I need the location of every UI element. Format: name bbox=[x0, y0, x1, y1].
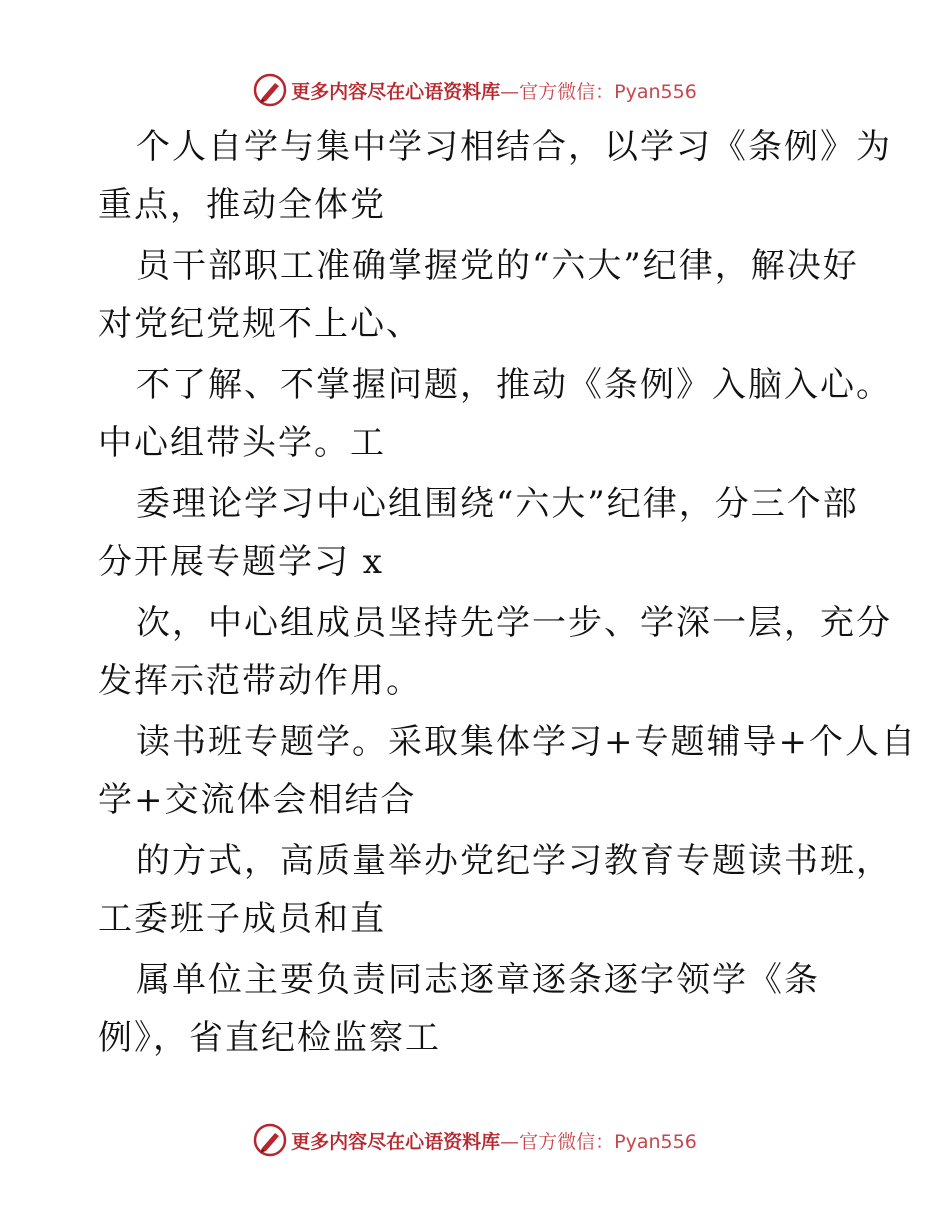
body-line: 次，中心组成员坚持先学一步、学深一层，充分 bbox=[136, 603, 892, 643]
body-line: 例》，省直纪检监察工 bbox=[98, 1018, 441, 1058]
body-line: 重点，推动全体党 bbox=[98, 185, 386, 225]
header-contact-text: —官方微信：Pyan556 bbox=[500, 80, 697, 103]
body-line: 委理论学习中心组围绕“六大”纪律，分三个部 bbox=[136, 484, 859, 524]
body-line: 属单位主要负责同志逐章逐条逐字领学《条 bbox=[136, 960, 820, 1000]
body-line: 中心组带头学。工 bbox=[98, 423, 386, 463]
body-line: 发挥示范带动作用。 bbox=[98, 661, 422, 701]
body-line: 对党纪党规不上心、 bbox=[98, 304, 422, 344]
body-line: 读书班专题学。采取集体学习+专题辅导+个人自 bbox=[136, 722, 917, 762]
body-line: 的方式，高质量举办党纪学习教育专题读书班， bbox=[136, 841, 892, 881]
body-line: 员干部职工准确掌握党的“六大”纪律，解决好 bbox=[136, 246, 859, 286]
pen-logo-icon bbox=[253, 1123, 287, 1157]
footer-contact-text: —官方微信：Pyan556 bbox=[500, 1130, 697, 1153]
footer-watermark bbox=[0, 1120, 950, 1160]
body-line: 个人自学与集中学习相结合，以学习《条例》为 bbox=[136, 127, 892, 167]
header-brand-text: 更多内容尽在心语资料库 bbox=[291, 80, 501, 103]
header-watermark bbox=[0, 70, 950, 110]
body-line: 学+交流体会相结合 bbox=[98, 780, 417, 820]
pen-logo-icon bbox=[253, 73, 287, 107]
footer-brand-text: 更多内容尽在心语资料库 bbox=[291, 1130, 501, 1153]
body-line: 工委班子成员和直 bbox=[98, 899, 386, 939]
body-line: 不了解、不掌握问题，推动《条例》入脑入心。 bbox=[136, 365, 892, 405]
body-line: 分开展专题学习 x bbox=[98, 542, 384, 582]
